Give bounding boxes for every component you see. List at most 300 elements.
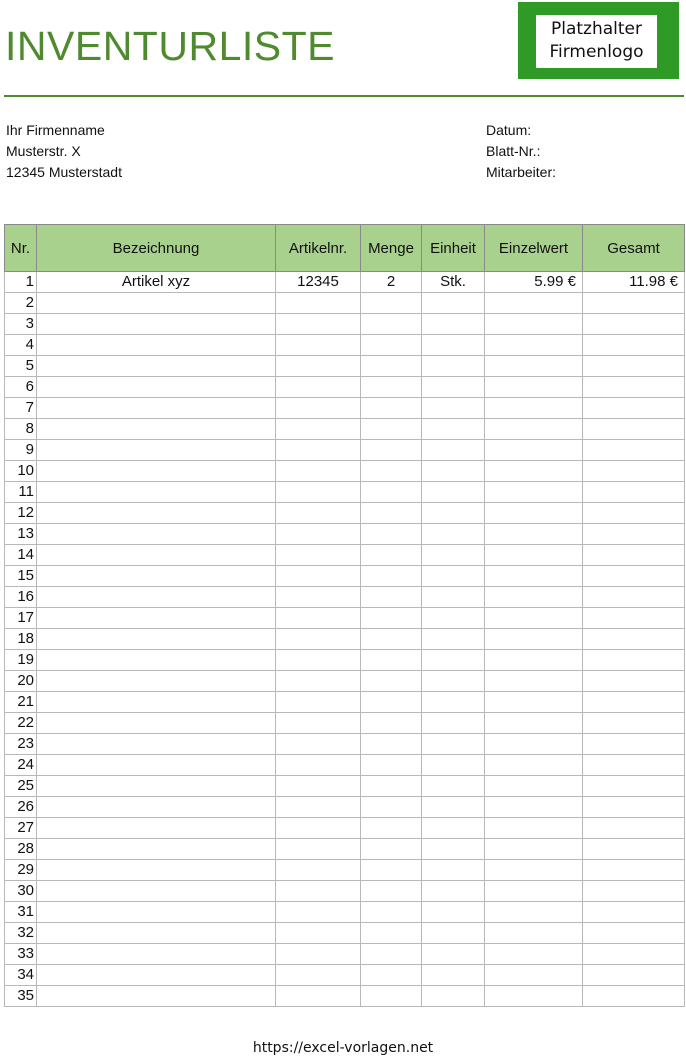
cell-gesamt[interactable] — [583, 818, 685, 839]
table-row — [5, 272, 685, 293]
cell-gesamt[interactable] — [583, 566, 685, 587]
cell-bezeichnung[interactable] — [37, 734, 276, 755]
cell-gesamt[interactable] — [583, 839, 685, 860]
cell-bezeichnung[interactable] — [37, 314, 276, 335]
cell-einzelwert[interactable] — [485, 440, 583, 461]
cell-artikelnr[interactable] — [276, 692, 361, 713]
cell-einzelwert[interactable] — [485, 356, 583, 377]
cell-menge[interactable] — [361, 482, 422, 503]
cell-einzelwert[interactable] — [485, 965, 583, 986]
table-row — [5, 335, 685, 356]
cell-gesamt[interactable] — [583, 545, 685, 566]
cell-bezeichnung[interactable] — [37, 503, 276, 524]
cell-einzelwert[interactable] — [485, 608, 583, 629]
cell-einzelwert[interactable] — [485, 818, 583, 839]
cell-einheit[interactable] — [422, 839, 485, 860]
cell-menge[interactable] — [361, 986, 422, 1007]
cell-menge[interactable] — [361, 671, 422, 692]
cell-gesamt[interactable]: 11.98 € — [583, 272, 685, 293]
cell-einheit[interactable] — [422, 524, 485, 545]
cell-nr[interactable]: 34 — [5, 965, 37, 986]
header-einzelwert: Einzelwert — [485, 225, 583, 272]
table-row — [5, 860, 685, 881]
cell-einheit[interactable] — [422, 503, 485, 524]
cell-einzelwert[interactable] — [485, 692, 583, 713]
table-row — [5, 566, 685, 587]
cell-menge[interactable] — [361, 797, 422, 818]
cell-bezeichnung[interactable] — [37, 818, 276, 839]
table-row — [5, 965, 685, 986]
cell-einheit[interactable] — [422, 650, 485, 671]
table-row — [5, 524, 685, 545]
cell-artikelnr[interactable] — [276, 608, 361, 629]
company-name: Ihr Firmenname — [6, 122, 105, 138]
cell-einheit[interactable] — [422, 818, 485, 839]
cell-menge[interactable] — [361, 965, 422, 986]
cell-artikelnr[interactable] — [276, 650, 361, 671]
header-gesamt: Gesamt — [583, 225, 685, 272]
table-row — [5, 944, 685, 965]
cell-gesamt[interactable] — [583, 692, 685, 713]
cell-bezeichnung[interactable] — [37, 776, 276, 797]
table-row — [5, 377, 685, 398]
cell-einzelwert[interactable] — [485, 524, 583, 545]
cell-bezeichnung[interactable] — [37, 587, 276, 608]
cell-artikelnr[interactable] — [276, 944, 361, 965]
cell-nr[interactable]: 6 — [5, 377, 37, 398]
cell-einheit[interactable] — [422, 797, 485, 818]
cell-bezeichnung[interactable] — [37, 902, 276, 923]
cell-menge[interactable] — [361, 881, 422, 902]
cell-einzelwert[interactable] — [485, 755, 583, 776]
cell-menge[interactable] — [361, 461, 422, 482]
cell-gesamt[interactable] — [583, 524, 685, 545]
cell-gesamt[interactable] — [583, 377, 685, 398]
cell-bezeichnung[interactable] — [37, 524, 276, 545]
cell-einheit[interactable] — [422, 881, 485, 902]
cell-gesamt[interactable] — [583, 986, 685, 1007]
cell-bezeichnung[interactable] — [37, 713, 276, 734]
cell-nr[interactable]: 21 — [5, 692, 37, 713]
cell-bezeichnung[interactable] — [37, 356, 276, 377]
cell-nr[interactable]: 4 — [5, 335, 37, 356]
cell-artikelnr[interactable] — [276, 335, 361, 356]
cell-einheit[interactable] — [422, 986, 485, 1007]
cell-einheit[interactable] — [422, 734, 485, 755]
cell-artikelnr[interactable] — [276, 293, 361, 314]
table-row — [5, 755, 685, 776]
cell-artikelnr[interactable] — [276, 839, 361, 860]
cell-einzelwert[interactable] — [485, 398, 583, 419]
cell-einheit[interactable] — [422, 335, 485, 356]
cell-artikelnr[interactable] — [276, 965, 361, 986]
cell-gesamt[interactable] — [583, 587, 685, 608]
cell-artikelnr[interactable] — [276, 734, 361, 755]
sheet-number-label: Blatt-Nr.: — [486, 143, 541, 159]
cell-artikelnr[interactable] — [276, 860, 361, 881]
cell-artikelnr[interactable] — [276, 461, 361, 482]
cell-einzelwert[interactable] — [485, 902, 583, 923]
cell-gesamt[interactable] — [583, 671, 685, 692]
header-menge: Menge — [361, 225, 422, 272]
cell-nr[interactable]: 12 — [5, 503, 37, 524]
cell-einzelwert[interactable] — [485, 587, 583, 608]
cell-menge[interactable] — [361, 293, 422, 314]
cell-artikelnr[interactable] — [276, 482, 361, 503]
cell-menge[interactable] — [361, 335, 422, 356]
cell-einheit[interactable] — [422, 713, 485, 734]
cell-nr[interactable]: 1 — [5, 272, 37, 293]
cell-einzelwert[interactable] — [485, 314, 583, 335]
cell-bezeichnung[interactable] — [37, 398, 276, 419]
cell-menge[interactable] — [361, 755, 422, 776]
table-row — [5, 356, 685, 377]
cell-nr[interactable]: 29 — [5, 860, 37, 881]
table-row — [5, 797, 685, 818]
cell-einheit[interactable] — [422, 293, 485, 314]
cell-einzelwert[interactable] — [485, 629, 583, 650]
cell-artikelnr[interactable] — [276, 566, 361, 587]
cell-einzelwert[interactable] — [485, 713, 583, 734]
cell-nr[interactable]: 2 — [5, 293, 37, 314]
cell-bezeichnung[interactable] — [37, 440, 276, 461]
cell-artikelnr[interactable] — [276, 629, 361, 650]
table-row — [5, 734, 685, 755]
cell-bezeichnung[interactable] — [37, 986, 276, 1007]
cell-artikelnr[interactable] — [276, 755, 361, 776]
cell-menge[interactable] — [361, 839, 422, 860]
cell-menge[interactable] — [361, 776, 422, 797]
cell-einheit[interactable]: Stk. — [422, 272, 485, 293]
table-row — [5, 923, 685, 944]
cell-bezeichnung[interactable] — [37, 692, 276, 713]
cell-gesamt[interactable] — [583, 944, 685, 965]
cell-einzelwert[interactable] — [485, 776, 583, 797]
cell-bezeichnung[interactable] — [37, 860, 276, 881]
cell-nr[interactable]: 25 — [5, 776, 37, 797]
cell-einheit[interactable] — [422, 755, 485, 776]
cell-bezeichnung[interactable] — [37, 293, 276, 314]
cell-bezeichnung[interactable] — [37, 608, 276, 629]
cell-einheit[interactable] — [422, 377, 485, 398]
header-nr: Nr. — [5, 225, 37, 272]
cell-menge[interactable] — [361, 314, 422, 335]
cell-bezeichnung[interactable] — [37, 650, 276, 671]
cell-menge[interactable] — [361, 629, 422, 650]
cell-bezeichnung[interactable] — [37, 881, 276, 902]
cell-gesamt[interactable] — [583, 860, 685, 881]
cell-einzelwert[interactable] — [485, 482, 583, 503]
cell-artikelnr[interactable] — [276, 881, 361, 902]
cell-artikelnr[interactable] — [276, 377, 361, 398]
table-row — [5, 314, 685, 335]
cell-gesamt[interactable] — [583, 293, 685, 314]
cell-menge[interactable] — [361, 398, 422, 419]
cell-einzelwert[interactable] — [485, 944, 583, 965]
table-row — [5, 629, 685, 650]
table-row — [5, 713, 685, 734]
cell-menge[interactable] — [361, 524, 422, 545]
cell-artikelnr[interactable] — [276, 986, 361, 1007]
cell-gesamt[interactable] — [583, 608, 685, 629]
table-header-row — [5, 225, 685, 272]
cell-menge[interactable] — [361, 545, 422, 566]
inventory-table — [4, 224, 685, 1007]
cell-nr[interactable]: 30 — [5, 881, 37, 902]
cell-menge[interactable] — [361, 944, 422, 965]
cell-menge[interactable] — [361, 608, 422, 629]
cell-einzelwert[interactable] — [485, 545, 583, 566]
table-row — [5, 503, 685, 524]
cell-gesamt[interactable] — [583, 650, 685, 671]
cell-menge[interactable] — [361, 713, 422, 734]
cell-nr[interactable]: 13 — [5, 524, 37, 545]
cell-einheit[interactable] — [422, 860, 485, 881]
cell-einheit[interactable] — [422, 692, 485, 713]
cell-einzelwert[interactable] — [485, 650, 583, 671]
cell-artikelnr[interactable] — [276, 671, 361, 692]
cell-nr[interactable]: 5 — [5, 356, 37, 377]
table-row — [5, 776, 685, 797]
cell-einheit[interactable] — [422, 587, 485, 608]
cell-artikelnr[interactable] — [276, 419, 361, 440]
cell-einzelwert[interactable] — [485, 419, 583, 440]
cell-einzelwert[interactable] — [485, 566, 583, 587]
cell-menge[interactable] — [361, 902, 422, 923]
cell-gesamt[interactable] — [583, 440, 685, 461]
cell-einzelwert[interactable] — [485, 293, 583, 314]
header-artikelnr: Artikelnr. — [276, 225, 361, 272]
table-row — [5, 587, 685, 608]
cell-nr[interactable]: 17 — [5, 608, 37, 629]
table-row — [5, 440, 685, 461]
cell-nr[interactable]: 28 — [5, 839, 37, 860]
cell-menge[interactable] — [361, 377, 422, 398]
cell-bezeichnung[interactable] — [37, 923, 276, 944]
cell-einzelwert[interactable] — [485, 734, 583, 755]
cell-nr[interactable]: 33 — [5, 944, 37, 965]
cell-nr[interactable]: 18 — [5, 629, 37, 650]
employee-label: Mitarbeiter: — [486, 164, 557, 180]
cell-einzelwert[interactable] — [485, 503, 583, 524]
cell-nr[interactable]: 8 — [5, 419, 37, 440]
cell-artikelnr[interactable] — [276, 902, 361, 923]
cell-einheit[interactable] — [422, 314, 485, 335]
cell-gesamt[interactable] — [583, 503, 685, 524]
table-row — [5, 692, 685, 713]
company-address — [6, 120, 122, 183]
company-street: Musterstr. X — [6, 143, 81, 159]
cell-nr[interactable]: 35 — [5, 986, 37, 1007]
cell-bezeichnung[interactable] — [37, 482, 276, 503]
cell-bezeichnung[interactable] — [37, 965, 276, 986]
cell-nr[interactable]: 16 — [5, 587, 37, 608]
table-body — [5, 272, 685, 1007]
cell-artikelnr[interactable] — [276, 587, 361, 608]
company-city: 12345 Musterstadt — [6, 164, 122, 180]
table-row — [5, 482, 685, 503]
cell-nr[interactable]: 27 — [5, 818, 37, 839]
cell-artikelnr[interactable] — [276, 440, 361, 461]
cell-einzelwert[interactable] — [485, 335, 583, 356]
cell-gesamt[interactable] — [583, 335, 685, 356]
cell-einzelwert[interactable] — [485, 860, 583, 881]
cell-einheit[interactable] — [422, 440, 485, 461]
cell-bezeichnung[interactable] — [37, 755, 276, 776]
cell-einzelwert[interactable] — [485, 839, 583, 860]
cell-gesamt[interactable] — [583, 881, 685, 902]
cell-bezeichnung[interactable] — [37, 419, 276, 440]
cell-menge[interactable] — [361, 692, 422, 713]
cell-gesamt[interactable] — [583, 797, 685, 818]
cell-einheit[interactable] — [422, 629, 485, 650]
cell-einheit[interactable] — [422, 944, 485, 965]
cell-einheit[interactable] — [422, 566, 485, 587]
cell-bezeichnung[interactable] — [37, 461, 276, 482]
cell-artikelnr[interactable] — [276, 818, 361, 839]
cell-artikelnr[interactable] — [276, 545, 361, 566]
logo-placeholder — [518, 2, 679, 79]
cell-menge[interactable]: 2 — [361, 272, 422, 293]
logo-line-2: Firmenlogo — [549, 42, 644, 62]
cell-gesamt[interactable] — [583, 713, 685, 734]
cell-nr[interactable]: 15 — [5, 566, 37, 587]
cell-artikelnr[interactable] — [276, 356, 361, 377]
cell-artikelnr[interactable]: 12345 — [276, 272, 361, 293]
cell-nr[interactable]: 23 — [5, 734, 37, 755]
cell-bezeichnung[interactable] — [37, 566, 276, 587]
table-row — [5, 986, 685, 1007]
cell-einheit[interactable] — [422, 461, 485, 482]
cell-gesamt[interactable] — [583, 482, 685, 503]
cell-nr[interactable]: 14 — [5, 545, 37, 566]
cell-gesamt[interactable] — [583, 356, 685, 377]
cell-einheit[interactable] — [422, 398, 485, 419]
cell-einheit[interactable] — [422, 545, 485, 566]
table-row — [5, 881, 685, 902]
cell-einzelwert[interactable] — [485, 461, 583, 482]
cell-bezeichnung[interactable] — [37, 377, 276, 398]
cell-bezeichnung[interactable] — [37, 335, 276, 356]
cell-nr[interactable]: 31 — [5, 902, 37, 923]
cell-bezeichnung[interactable] — [37, 944, 276, 965]
cell-gesamt[interactable] — [583, 734, 685, 755]
cell-einheit[interactable] — [422, 965, 485, 986]
date-label: Datum: — [486, 122, 532, 138]
cell-artikelnr[interactable] — [276, 776, 361, 797]
cell-artikelnr[interactable] — [276, 314, 361, 335]
cell-einzelwert[interactable] — [485, 986, 583, 1007]
cell-einheit[interactable] — [422, 419, 485, 440]
cell-bezeichnung[interactable] — [37, 839, 276, 860]
cell-einheit[interactable] — [422, 923, 485, 944]
table-row — [5, 419, 685, 440]
header-bezeichnung: Bezeichnung — [37, 225, 276, 272]
cell-menge[interactable] — [361, 503, 422, 524]
cell-menge[interactable] — [361, 440, 422, 461]
cell-nr[interactable]: 3 — [5, 314, 37, 335]
cell-nr[interactable]: 10 — [5, 461, 37, 482]
cell-nr[interactable]: 22 — [5, 713, 37, 734]
cell-artikelnr[interactable] — [276, 503, 361, 524]
cell-gesamt[interactable] — [583, 923, 685, 944]
cell-einzelwert[interactable]: 5.99 € — [485, 272, 583, 293]
cell-menge[interactable] — [361, 419, 422, 440]
cell-artikelnr[interactable] — [276, 797, 361, 818]
cell-artikelnr[interactable] — [276, 923, 361, 944]
cell-gesamt[interactable] — [583, 902, 685, 923]
cell-einzelwert[interactable] — [485, 881, 583, 902]
cell-menge[interactable] — [361, 860, 422, 881]
cell-menge[interactable] — [361, 923, 422, 944]
cell-einzelwert[interactable] — [485, 377, 583, 398]
cell-menge[interactable] — [361, 356, 422, 377]
cell-nr[interactable]: 26 — [5, 797, 37, 818]
cell-gesamt[interactable] — [583, 965, 685, 986]
cell-nr[interactable]: 24 — [5, 755, 37, 776]
cell-einzelwert[interactable] — [485, 923, 583, 944]
table-row — [5, 293, 685, 314]
cell-gesamt[interactable] — [583, 629, 685, 650]
document-meta — [486, 120, 556, 183]
cell-einheit[interactable] — [422, 356, 485, 377]
cell-einheit[interactable] — [422, 608, 485, 629]
cell-bezeichnung[interactable] — [37, 797, 276, 818]
logo-text-box — [536, 15, 657, 68]
cell-artikelnr[interactable] — [276, 398, 361, 419]
cell-einzelwert[interactable] — [485, 797, 583, 818]
cell-einheit[interactable] — [422, 902, 485, 923]
table-row — [5, 398, 685, 419]
header-divider — [4, 95, 684, 97]
cell-bezeichnung[interactable] — [37, 545, 276, 566]
cell-artikelnr[interactable] — [276, 524, 361, 545]
table-row — [5, 902, 685, 923]
cell-gesamt[interactable] — [583, 398, 685, 419]
cell-nr[interactable]: 32 — [5, 923, 37, 944]
cell-nr[interactable]: 19 — [5, 650, 37, 671]
cell-bezeichnung[interactable]: Artikel xyz — [37, 272, 276, 293]
cell-gesamt[interactable] — [583, 776, 685, 797]
cell-gesamt[interactable] — [583, 314, 685, 335]
table-row — [5, 818, 685, 839]
cell-gesamt[interactable] — [583, 419, 685, 440]
table-row — [5, 545, 685, 566]
cell-einheit[interactable] — [422, 482, 485, 503]
cell-menge[interactable] — [361, 650, 422, 671]
footer-url: https://excel-vorlagen.net — [252, 1040, 434, 1056]
cell-menge[interactable] — [361, 587, 422, 608]
cell-gesamt[interactable] — [583, 755, 685, 776]
table-row — [5, 650, 685, 671]
cell-nr[interactable]: 11 — [5, 482, 37, 503]
cell-bezeichnung[interactable] — [37, 629, 276, 650]
cell-einheit[interactable] — [422, 776, 485, 797]
cell-bezeichnung[interactable] — [37, 671, 276, 692]
table-row — [5, 608, 685, 629]
cell-menge[interactable] — [361, 734, 422, 755]
cell-menge[interactable] — [361, 818, 422, 839]
cell-menge[interactable] — [361, 566, 422, 587]
cell-gesamt[interactable] — [583, 461, 685, 482]
cell-nr[interactable]: 7 — [5, 398, 37, 419]
cell-einzelwert[interactable] — [485, 671, 583, 692]
cell-nr[interactable]: 20 — [5, 671, 37, 692]
cell-einheit[interactable] — [422, 671, 485, 692]
cell-nr[interactable]: 9 — [5, 440, 37, 461]
cell-artikelnr[interactable] — [276, 713, 361, 734]
table-row — [5, 461, 685, 482]
